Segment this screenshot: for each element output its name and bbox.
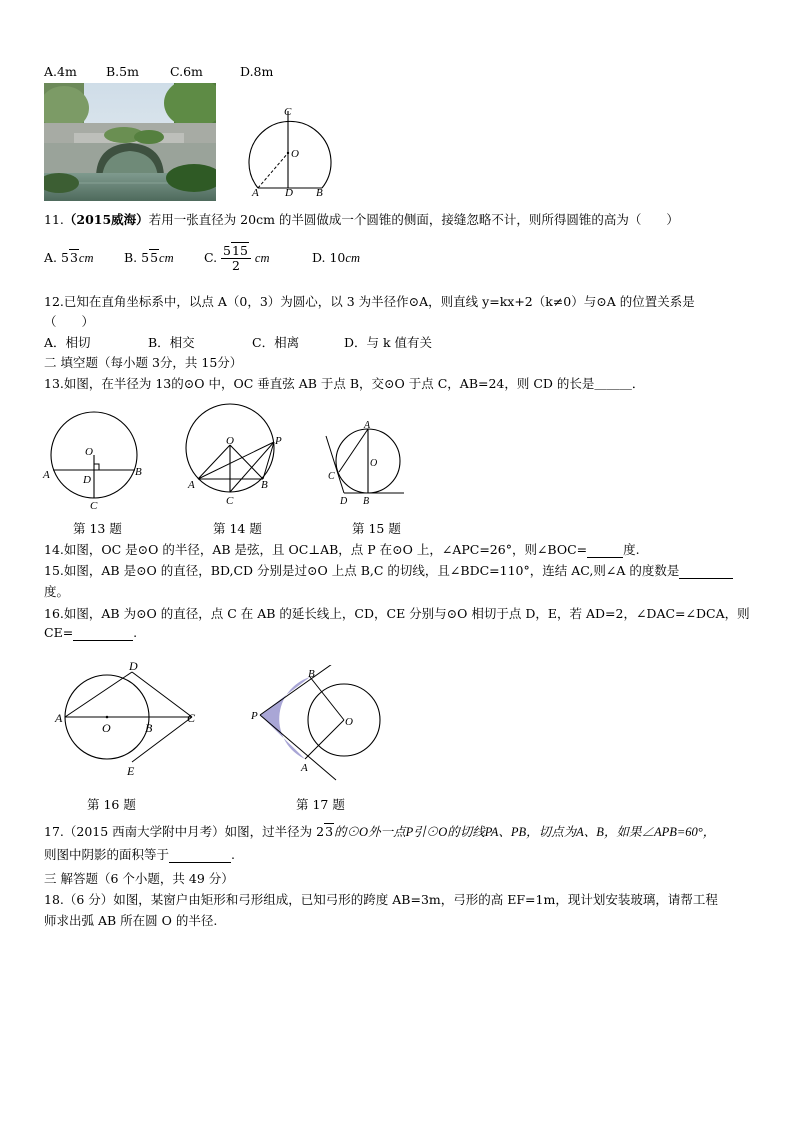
q15-stem: 15.如图，AB 是⊙O 的直径，BD,CD 分别是过⊙O 上点 B,C 的切线，且∠BDC=110°，连结 AC,则∠A 的度数是 [44, 561, 733, 579]
q17-stem-end: 则图中阴影的面积等于 . [44, 847, 235, 862]
fig13-label-c: C [90, 500, 98, 512]
q10-label-c: C [284, 106, 292, 118]
fig14-label-b: B [261, 479, 268, 491]
q17-stem: 17.（2015 西南大学附中月考）如图，过半径为 23的⊙O外一点P引⊙O的切线PA、PB，切点为A、B，如果∠APB=60°， [44, 824, 716, 839]
bridge-photo [44, 83, 216, 201]
q11-source: （2015威海） [63, 212, 149, 227]
q18-stem: 18.（6 分）如图，某窗户由矩形和弓形组成，已知弓形的跨度 AB=3m，弓形的高 EF=1m，现计划安装玻璃，请帮工程 [44, 892, 718, 907]
q11-option-b: B. 55cm [123, 249, 174, 265]
fig15-label-b: B [363, 496, 370, 507]
q11-option-c: C. $\frac{515}{2}$ cm [203, 243, 270, 273]
q10-options [44, 64, 273, 79]
q11-number: 11. [44, 212, 64, 227]
caption-fig15: 第 15 题 [352, 521, 401, 536]
fig15-label-c: C [328, 471, 335, 482]
q16-stem-end: CE= . [44, 625, 138, 640]
q12-option-c: C．相离 [252, 335, 300, 350]
q10-option-c: C.6m [170, 64, 203, 79]
fig14-label-o: O [226, 435, 234, 447]
fig14-label-c: C [226, 495, 234, 507]
q10-option-d: D.8m [240, 64, 274, 79]
fig16-label-d: D [129, 660, 138, 673]
q11-stem [44, 210, 679, 228]
q16-answer-blank[interactable] [73, 625, 133, 641]
section-2-heading: 二 填空题（每小题 3分，共 15分） [44, 355, 243, 370]
caption-fig17: 第 17 题 [296, 797, 345, 812]
q10-label-a: A [252, 187, 259, 198]
q12-options [44, 333, 432, 351]
q12-paren: （ ） [44, 314, 95, 329]
q11-option-a: A. 53cm [44, 249, 94, 265]
q10-label-d: D [285, 187, 293, 198]
fig16-label-e: E [127, 764, 135, 778]
q12-stem: 12.已知在直角坐标系中，以点 A（0，3）为圆心，以 3 为半径作⊙A，则直线 y=kx+2（k≠0）与⊙A 的位置关系是 [44, 294, 695, 309]
fig15-label-a: A [364, 420, 371, 431]
q17-answer-blank[interactable] [169, 847, 231, 863]
q11-options [44, 244, 360, 273]
q15-answer-blank[interactable] [679, 563, 733, 579]
q15-stem-end: 度。 [44, 584, 70, 599]
q12-option-b: B．相交 [148, 335, 195, 350]
q11-option-d: D. 10cm [311, 249, 360, 265]
fig16-label-a: A [55, 711, 63, 725]
section-3-heading: 三 解答题（6 个小题，共 49 分） [44, 871, 234, 886]
fig16-label-b: B [145, 721, 153, 735]
q14-answer-blank[interactable] [587, 542, 623, 558]
fig16 [52, 660, 202, 778]
q10-arch-figure [244, 103, 339, 198]
q13-stem: 13.如图，在半径为 13的⊙O 中，OC 垂直弦 AB 于点 B，交⊙O 于点 C，AB=24，则 CD 的长是＿＿＿． [44, 376, 645, 391]
fig14-label-p: P [275, 435, 282, 447]
q10-option-a: A.4m [44, 64, 77, 79]
q12-option-d: D．与 k 值有关 [344, 335, 433, 350]
fig15-label-d: D [340, 496, 348, 507]
fig13-label-d: D [83, 474, 91, 486]
fig17-label-o: O [345, 716, 353, 728]
q10-label-b: B [316, 187, 323, 198]
q14-stem: 14.如图，OC 是⊙O 的半径，AB 是弦，且 OC⊥AB，点 P 在⊙O 上，∠APC=26°，则∠BOC= 度. [44, 542, 640, 557]
fig13-label-a: A [43, 469, 50, 481]
fig15-label-o: O [370, 458, 378, 469]
caption-fig13: 第 13 题 [73, 521, 122, 536]
q11-text: 若用一张直径为 20cm 的半圆做成一个圆锥的侧面，接缝忽略不计，则所得圆锥的高为（ ） [148, 212, 679, 227]
caption-fig14: 第 14 题 [213, 521, 262, 536]
q10-label-o: O [291, 148, 299, 160]
fig13 [40, 408, 150, 512]
fig17-label-b: B [308, 668, 315, 680]
fig16-label-o: O [102, 721, 111, 735]
fig17-label-p: P [251, 710, 258, 722]
fig17-label-a: A [301, 762, 308, 774]
q12-option-a: A．相切 [44, 335, 91, 350]
q10-option-b: B.5m [106, 64, 139, 79]
q16-stem: 16.如图，AB 为⊙O 的直径，点 C 在 AB 的延长线上，CD，CE 分别与⊙O 相切于点 D，E，若 AD=2，∠DAC=∠DCA，则 [44, 606, 750, 621]
fig17 [248, 665, 388, 783]
fig16-label-c: C [187, 711, 196, 725]
fig13-label-b: B [135, 466, 142, 478]
fig14-label-a: A [188, 479, 195, 491]
q18-stem-end: 师求出弧 AB 所在圆 O 的半径. [44, 913, 218, 928]
fig15 [320, 418, 412, 510]
fig14 [180, 398, 295, 508]
fig13-label-o: O [85, 446, 93, 458]
caption-fig16: 第 16 题 [87, 797, 136, 812]
